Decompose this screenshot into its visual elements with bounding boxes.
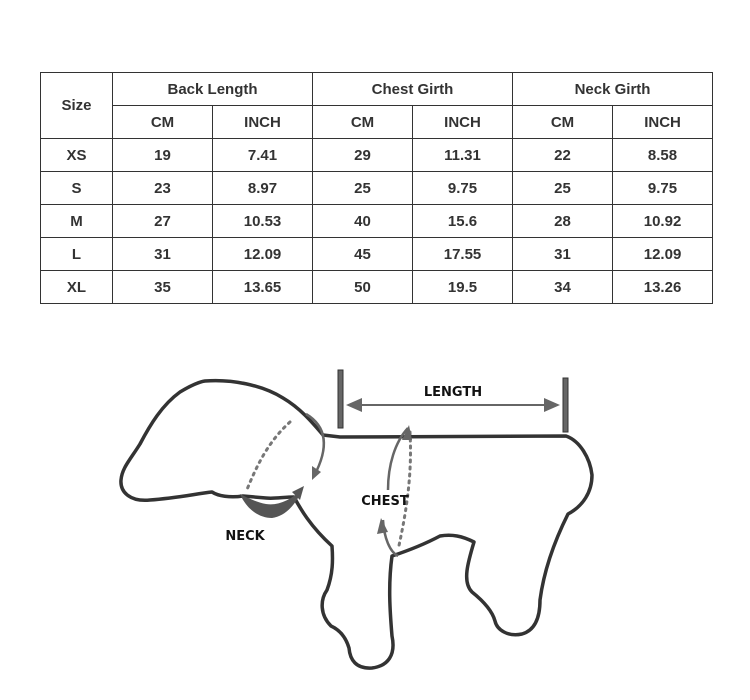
value-cell: 13.65 xyxy=(213,271,313,304)
chest-arrow-lower xyxy=(383,520,398,556)
table-row xyxy=(41,238,713,271)
size-cell: M xyxy=(41,205,113,238)
value-cell: 50 xyxy=(313,271,413,304)
neck-label: NECK xyxy=(225,529,265,544)
neck-girth-header: Neck Girth xyxy=(513,73,713,106)
value-cell: 25 xyxy=(313,172,413,205)
value-cell: 8.97 xyxy=(213,172,313,205)
value-cell: 9.75 xyxy=(613,172,713,205)
length-bar-left xyxy=(338,370,343,428)
neck-dotted-line xyxy=(246,422,290,492)
chest-dotted-line xyxy=(398,432,411,550)
chest-girth-header: Chest Girth xyxy=(313,73,513,106)
value-cell: 11.31 xyxy=(413,139,513,172)
size-cell: XL xyxy=(41,271,113,304)
value-cell: 28 xyxy=(513,205,613,238)
dog-measurement-diagram xyxy=(0,360,750,700)
value-cell: 34 xyxy=(513,271,613,304)
value-cell: 17.55 xyxy=(413,238,513,271)
unit-header: INCH xyxy=(613,106,713,139)
value-cell: 23 xyxy=(113,172,213,205)
value-cell: 9.75 xyxy=(413,172,513,205)
value-cell: 12.09 xyxy=(613,238,713,271)
neck-collar-shape xyxy=(240,490,302,518)
value-cell: 25 xyxy=(513,172,613,205)
size-cell: XS xyxy=(41,139,113,172)
unit-header: CM xyxy=(113,106,213,139)
table-row xyxy=(41,172,713,205)
value-cell: 7.41 xyxy=(213,139,313,172)
value-cell: 15.6 xyxy=(413,205,513,238)
table-row xyxy=(41,139,713,172)
dog-outline xyxy=(121,381,592,668)
unit-header: CM xyxy=(513,106,613,139)
table-row xyxy=(41,271,713,304)
table-row xyxy=(41,205,713,238)
header-row-units xyxy=(41,106,713,139)
length-label: LENGTH xyxy=(423,385,483,400)
value-cell: 22 xyxy=(513,139,613,172)
value-cell: 10.92 xyxy=(613,205,713,238)
size-chart-table xyxy=(40,72,713,304)
unit-header: INCH xyxy=(213,106,313,139)
value-cell: 12.09 xyxy=(213,238,313,271)
unit-header: INCH xyxy=(413,106,513,139)
value-cell: 31 xyxy=(513,238,613,271)
value-cell: 19 xyxy=(113,139,213,172)
header-row-groups xyxy=(41,73,713,106)
value-cell: 8.58 xyxy=(613,139,713,172)
value-cell: 10.53 xyxy=(213,205,313,238)
size-header: Size xyxy=(41,73,113,139)
value-cell: 35 xyxy=(113,271,213,304)
value-cell: 27 xyxy=(113,205,213,238)
value-cell: 13.26 xyxy=(613,271,713,304)
back-length-header: Back Length xyxy=(113,73,313,106)
value-cell: 45 xyxy=(313,238,413,271)
length-arrow-left-head xyxy=(346,398,362,412)
unit-header: CM xyxy=(313,106,413,139)
value-cell: 29 xyxy=(313,139,413,172)
value-cell: 19.5 xyxy=(413,271,513,304)
chest-label: CHEST xyxy=(361,494,409,509)
size-cell: S xyxy=(41,172,113,205)
length-bar-right xyxy=(563,378,568,432)
size-cell: L xyxy=(41,238,113,271)
value-cell: 31 xyxy=(113,238,213,271)
length-arrow-right-head xyxy=(544,398,560,412)
value-cell: 40 xyxy=(313,205,413,238)
